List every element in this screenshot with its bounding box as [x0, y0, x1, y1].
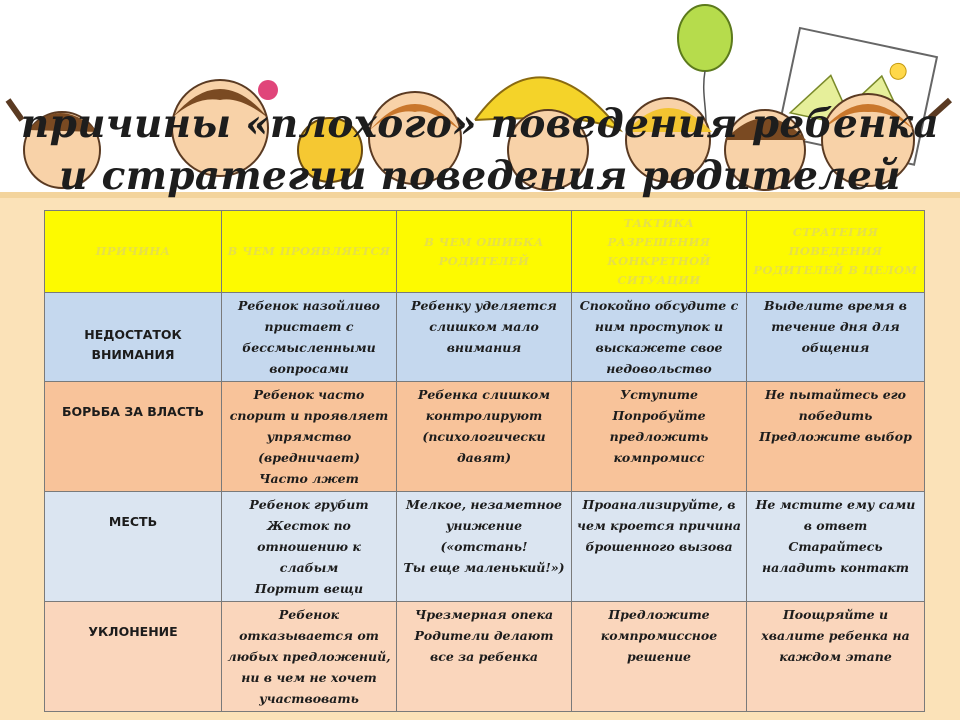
cause-cell: УКЛОНЕНИЕ	[45, 602, 222, 712]
tactic-cell: Проанализируйте, в чем кроется причина брошенного вызова	[572, 492, 747, 602]
page-title	[0, 98, 960, 202]
column-header: ТАКТИКА РАЗРЕШЕНИЯ КОНКРЕТНОЙ СИТУАЦИИ	[572, 211, 747, 293]
mistake-text: Ты еще маленький!»)	[403, 560, 565, 575]
table-row	[45, 602, 925, 712]
strategy-text: Предложите выбор	[759, 429, 912, 444]
mistake-text: Чрезмерная опека	[414, 607, 554, 622]
strategy-cell	[747, 382, 925, 492]
column-header: СТРАТЕГИЯ ПОВЕДЕНИЯ РОДИТЕЛЕЙ В ЦЕЛОМ	[747, 211, 925, 293]
mistake-text: Родители делают все за ребенка	[414, 628, 554, 664]
manifest-cell	[222, 492, 397, 602]
mistake-cell: Ребенку уделяется слишком мало внимания	[397, 293, 572, 382]
tactic-text: Уступите	[620, 387, 698, 402]
mistake-cell: Ребенка слишком контролируют (психологически давят)	[397, 382, 572, 492]
manifest-cell: Ребенок назойливо пристает с бессмысленными вопросами	[222, 293, 397, 382]
mistake-cell	[397, 602, 572, 712]
strategy-text: Не пытайтесь его победить	[764, 387, 907, 423]
table-row	[45, 293, 925, 382]
manifest-cell	[222, 382, 397, 492]
table-row	[45, 492, 925, 602]
behavior-table	[44, 210, 925, 712]
column-header: ПРИЧИНА	[45, 211, 222, 293]
cause-cell: МЕСТЬ	[45, 492, 222, 602]
column-header: В ЧЕМ ОШИБКА РОДИТЕЛЕЙ	[397, 211, 572, 293]
manifest-text: Часто лжет	[259, 471, 359, 486]
strategy-cell	[747, 492, 925, 602]
title-line-1: причины «плохого» поведения ребенка	[20, 101, 940, 147]
cause-cell: НЕДОСТАТОК ВНИМАНИЯ	[45, 293, 222, 382]
mistake-text: Мелкое, незаметное унижение («отстань!	[406, 497, 562, 554]
balloon-icon	[678, 5, 732, 71]
table-row	[45, 382, 925, 492]
strategy-text: Не мстите ему сами в ответ	[755, 497, 916, 533]
strategy-cell: Поощряйте и хвалите ребенка на каждом этапе	[747, 602, 925, 712]
tactic-text: Попробуйте предложить компромисс	[609, 408, 709, 465]
title-line-2: и стратегии поведения родителей	[59, 153, 901, 199]
column-header: В ЧЕМ ПРОЯВЛЯЕТСЯ	[222, 211, 397, 293]
manifest-text: Портит вещи	[254, 581, 364, 596]
table-header-row	[45, 211, 925, 293]
tactic-cell: Спокойно обсудите с ним проступок и выскажете свое недовольство	[572, 293, 747, 382]
tactic-cell: Предложите компромиссное решение	[572, 602, 747, 712]
manifest-text: Жесток по отношению к слабым	[257, 518, 361, 575]
strategy-cell: Выделите время в течение дня для общения	[747, 293, 925, 382]
tactic-cell	[572, 382, 747, 492]
manifest-text: Ребенок часто спорит и проявляет упрямство (вредничает)	[229, 387, 389, 465]
manifest-text: Ребенок грубит	[249, 497, 369, 512]
strategy-text: Старайтесь наладить контакт	[762, 539, 909, 575]
mistake-cell	[397, 492, 572, 602]
cause-cell: БОРЬБА ЗА ВЛАСТЬ	[45, 382, 222, 492]
manifest-cell: Ребенок отказывается от любых предложений, ни в чем не хочет участвовать	[222, 602, 397, 712]
